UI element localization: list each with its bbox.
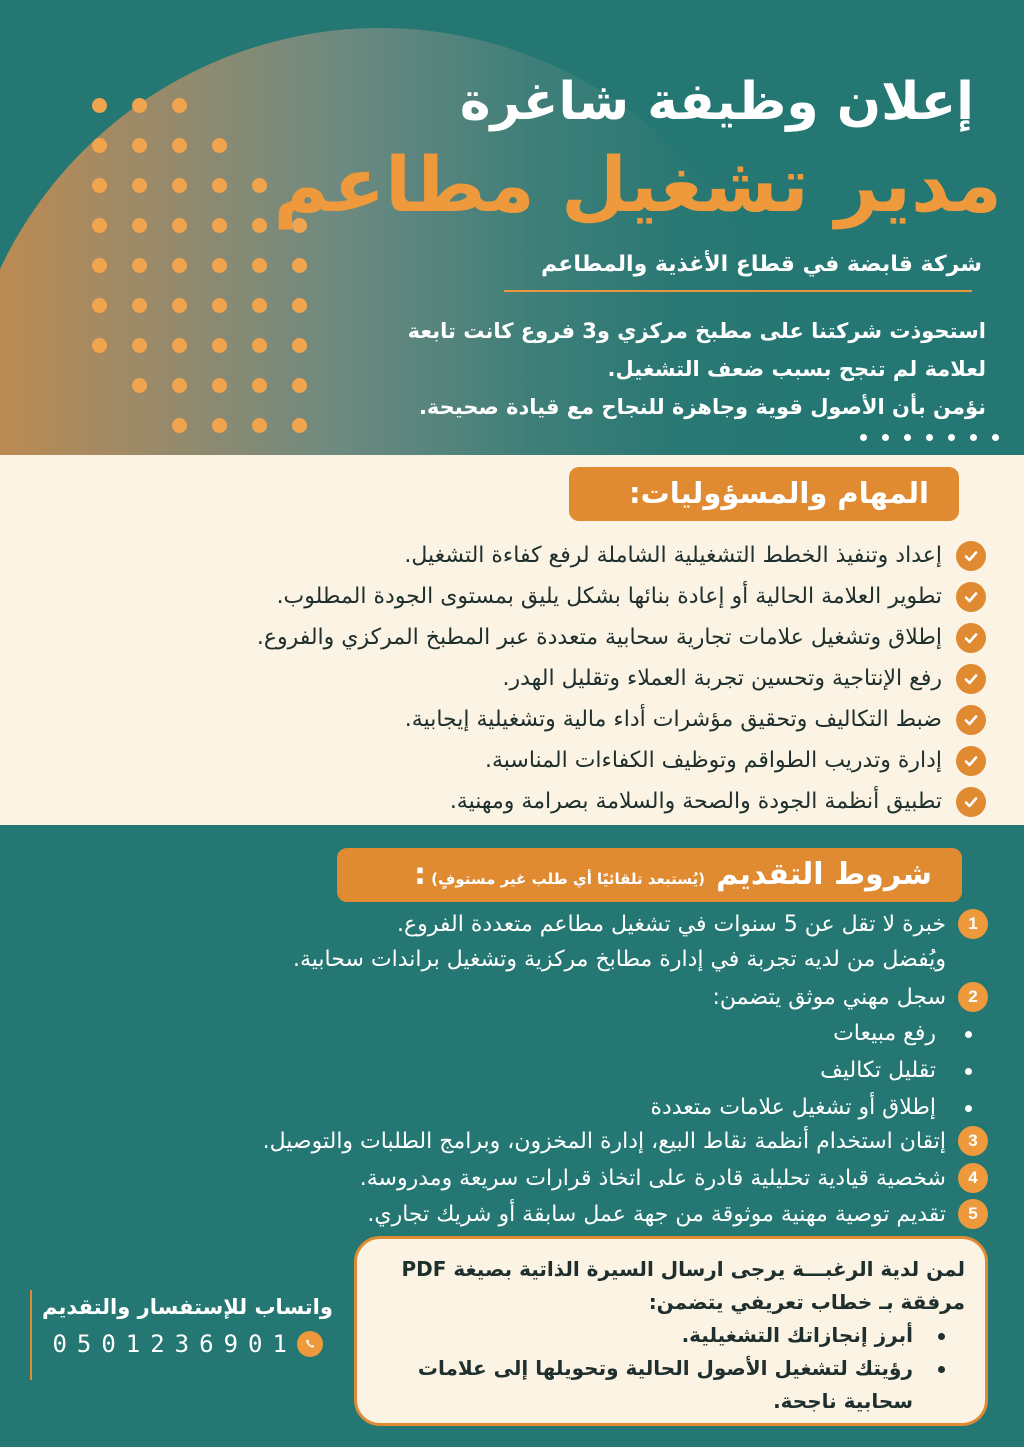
list-item [26, 781, 986, 822]
list-item [26, 617, 986, 658]
check-circle-icon [956, 582, 986, 612]
condition-bullets [28, 1015, 988, 1126]
subtitle-underline [504, 290, 972, 292]
small-dots-decoration [860, 434, 1010, 446]
check-circle-icon [956, 705, 986, 735]
list-item: أبرز إنجازاتك التشغيلية. [371, 1319, 913, 1352]
list-item: إطلاق أو تشغيل علامات متعددة [28, 1089, 936, 1126]
apply-bullets [371, 1319, 965, 1418]
condition-item-3 [28, 1123, 988, 1159]
decorative-dot [172, 138, 187, 153]
announcement-title: إعلان وظيفة شاغرة [459, 72, 974, 132]
company-subtitle: شركة قابضة في قطاع الأغذية والمطاعم [541, 252, 982, 277]
task-text: تطبيق أنظمة الجودة والصحة والسلامة بصرامة ومهنية. [449, 789, 942, 814]
list-item [26, 576, 986, 617]
decorative-dot [172, 338, 187, 353]
decorative-dot [132, 338, 147, 353]
condition-text: تقديم توصية مهنية موثوقة من جهة عمل سابقة أو شريك تجاري. [367, 1201, 946, 1227]
number-badge: 4 [958, 1163, 988, 1193]
decorative-dot [926, 434, 933, 441]
list-item: تقليل تكاليف [28, 1052, 936, 1089]
decorative-dot [172, 98, 187, 113]
decorative-dot [882, 434, 889, 441]
condition-item-1 [28, 906, 988, 978]
decorative-dot [904, 434, 911, 441]
list-item [26, 535, 986, 576]
decorative-dot [172, 258, 187, 273]
decorative-dot [948, 434, 955, 441]
list-item [26, 658, 986, 699]
decorative-dot [92, 258, 107, 273]
job-title: مدير تشغيل مطاعم [273, 140, 1002, 229]
decorative-dot [172, 178, 187, 193]
application-instructions-box [354, 1236, 988, 1426]
decorative-dot [212, 138, 227, 153]
condition-text: سجل مهني موثق يتضمن: [712, 984, 946, 1010]
decorative-dot [212, 298, 227, 313]
decorative-dot [252, 258, 267, 273]
decorative-dot [132, 378, 147, 393]
decorative-dot [132, 178, 147, 193]
check-circle-icon [956, 541, 986, 571]
decorative-dot [132, 138, 147, 153]
list-item: رفع مبيعات [28, 1015, 936, 1052]
decorative-dot [132, 298, 147, 313]
tasks-heading: المهام والمسؤوليات: [569, 467, 959, 521]
list-item [26, 699, 986, 740]
contact-row [42, 1324, 333, 1364]
decorative-dot [252, 298, 267, 313]
conditions-heading-text: شروط التقديم [716, 857, 932, 892]
whatsapp-icon[interactable] [297, 1331, 323, 1357]
decorative-dot [252, 178, 267, 193]
decorative-dot [212, 418, 227, 433]
intro-line: لعلامة لم تنجح بسبب ضعف التشغيل. [607, 357, 986, 381]
conditions-heading-note: (يُستبعد تلقائيًا أي طلب غير مستوفٍ) [431, 870, 705, 888]
decorative-dot [132, 258, 147, 273]
tasks-section [0, 455, 1024, 825]
decorative-dot [252, 378, 267, 393]
intro-line: نؤمن بأن الأصول قوية وجاهزة للنجاح مع قيادة صحيحة. [418, 395, 986, 419]
decorative-dot [212, 338, 227, 353]
intro-text [296, 312, 986, 426]
check-circle-icon [956, 664, 986, 694]
number-badge: 3 [958, 1126, 988, 1156]
decorative-dot [992, 434, 999, 441]
list-item [26, 740, 986, 781]
apply-line: مرفقة بـ خطاب تعريفي يتضمن: [648, 1290, 965, 1314]
check-circle-icon [956, 787, 986, 817]
decorative-dot [132, 218, 147, 233]
decorative-dot [92, 138, 107, 153]
task-list [26, 535, 986, 822]
decorative-dot [132, 98, 147, 113]
decorative-dot [92, 218, 107, 233]
decorative-dot [92, 298, 107, 313]
condition-item-5 [28, 1196, 988, 1232]
apply-line: لمن لدية الرغبـــة يرجى ارسال السيرة الذاتية بصيغة PDF [401, 1257, 965, 1281]
intro-line: استحوذت شركتنا على مطبخ مركزي و3 فروع كانت تابعة [407, 319, 986, 343]
decorative-dot [212, 378, 227, 393]
decorative-dot [970, 434, 977, 441]
check-circle-icon [956, 623, 986, 653]
task-text: إدارة وتدريب الطواقم وتوظيف الكفاءات المناسبة. [484, 748, 942, 773]
decorative-dot [212, 218, 227, 233]
condition-text: إتقان استخدام أنظمة نقاط البيع، إدارة المخزون، وبرامج الطلبات والتوصيل. [262, 1128, 946, 1154]
decorative-dot [292, 258, 307, 273]
condition-text: شخصية قيادية تحليلية قادرة على اتخاذ قرارات سريعة ومدروسة. [359, 1165, 946, 1191]
decorative-dot [172, 378, 187, 393]
decorative-dot [212, 258, 227, 273]
task-text: رفع الإنتاجية وتحسين تجربة العملاء وتقليل الهدر. [502, 666, 942, 691]
number-badge: 5 [958, 1199, 988, 1229]
list-item: رؤيتك لتشغيل الأصول الحالية وتحويلها إلى علامات سحابية ناجحة. [373, 1352, 913, 1418]
header-section [0, 0, 1024, 455]
task-text: ضبط التكاليف وتحقيق مؤشرات أداء مالية وتشغيلية إيجابية. [404, 707, 942, 732]
condition-item-4 [28, 1160, 988, 1196]
number-badge: 2 [958, 982, 988, 1012]
decorative-dot [860, 434, 867, 441]
condition-item-2 [28, 979, 988, 1126]
decorative-dot [92, 178, 107, 193]
decorative-dot [252, 218, 267, 233]
condition-text: خبرة لا تقل عن 5 سنوات في تشغيل مطاعم متعددة الفروع. [397, 911, 946, 937]
check-circle-icon [956, 746, 986, 776]
decorative-dot [172, 298, 187, 313]
conditions-heading-colon: : [414, 857, 426, 892]
task-text: تطوير العلامة الحالية أو إعادة بنائها بشكل يليق بمستوى الجودة المطلوب. [276, 584, 942, 609]
conditions-heading [337, 848, 962, 902]
decorative-dot [252, 338, 267, 353]
number-badge: 1 [958, 909, 988, 939]
contact-label: واتساب للإستفسار والتقديم [42, 1295, 333, 1319]
contact-block [30, 1290, 333, 1380]
decorative-dot [92, 338, 107, 353]
decorative-dot [212, 178, 227, 193]
decorative-dot [172, 418, 187, 433]
task-text: إطلاق وتشغيل علامات تجارية سحابية متعددة عبر المطبخ المركزي والفروع. [256, 625, 942, 650]
condition-continuation: ويُفضل من لديه تجربة في إدارة مطابخ مركزية وتشغيل براندات سحابية. [292, 947, 946, 972]
decorative-dot [292, 298, 307, 313]
task-text: إعداد وتنفيذ الخطط التشغيلية الشاملة لرفع كفاءة التشغيل. [404, 543, 942, 568]
decorative-dot [172, 218, 187, 233]
decorative-dot [252, 418, 267, 433]
decorative-dot [92, 98, 107, 113]
phone-number[interactable]: 0501236901 [52, 1330, 297, 1358]
